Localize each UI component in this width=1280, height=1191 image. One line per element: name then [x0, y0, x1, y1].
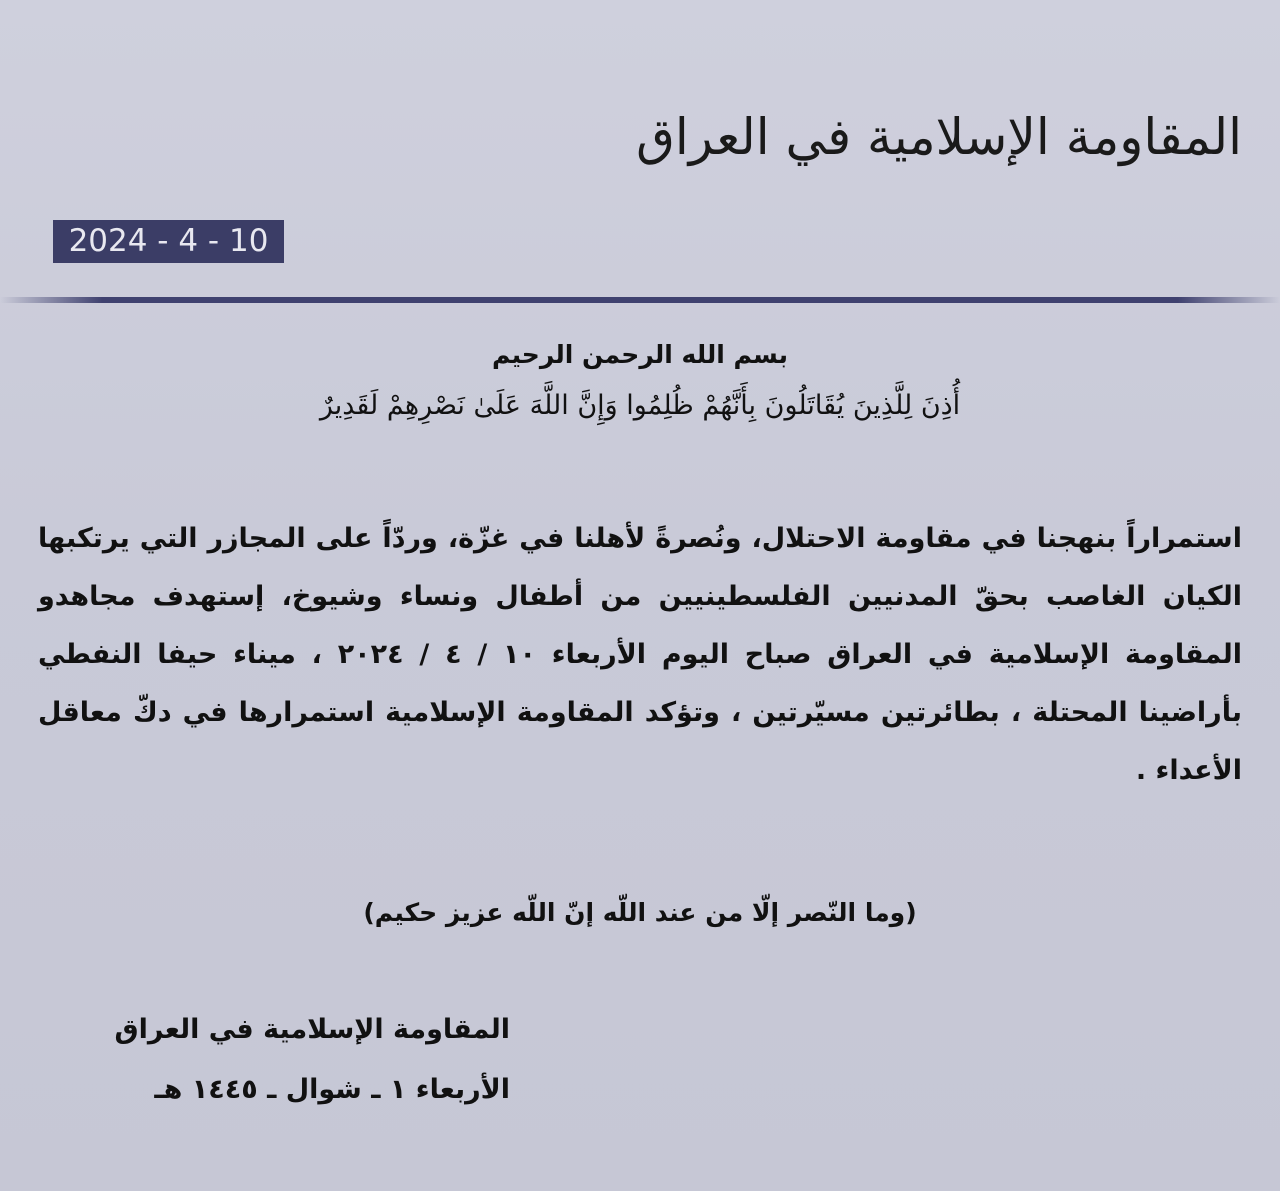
brand-title: المقاومة الإسلامية في العراق [636, 108, 1242, 166]
header-divider [0, 297, 1280, 303]
opening-verse: أُذِنَ لِلَّذِينَ يُقَاتَلُونَ بِأَنَّهُمْ ظُلِمُوا وَإِنَّ اللَّهَ عَلَىٰ نَصْرِهِمْ لَقَدِيرٌ [319, 390, 961, 421]
signature-organization: المقاومة الإسلامية في العراق [114, 1014, 510, 1045]
basmala: بسم الله الرحمن الرحيم [492, 340, 788, 369]
closing-verse: (وما النّصر إلّا من عند اللّه إنّ اللّه عزيز حكيم) [363, 898, 917, 927]
statement-body: استمراراً بنهجنا في مقاومة الاحتلال، ونُصرةً لأهلنا في غزّة، وردّاً على المجازر التي يرتكبها الكيان الغاصب بحقّ المدنيين الفلسطينيين من أطفال ونساء وشيوخ، إستهدف مجاهدو المقاومة الإسلامية في العراق صباح اليوم الأربعاء ١٠ / ٤ / ٢٠٢٤ ، ميناء حيفا النفطي بأراضينا المحتلة ، بطائرتين مسيّرتين ، وتؤكد المقاومة الإسلامية استمرارها في دكّ معاقل الأعداء . [38, 523, 1242, 786]
date-badge: 2024 - 4 - 10 [53, 220, 284, 263]
signature-block [110, 1000, 510, 1120]
signature-hijri-date: الأربعاء ١ ـ شوال ـ ١٤٤٥ هـ [154, 1074, 510, 1105]
